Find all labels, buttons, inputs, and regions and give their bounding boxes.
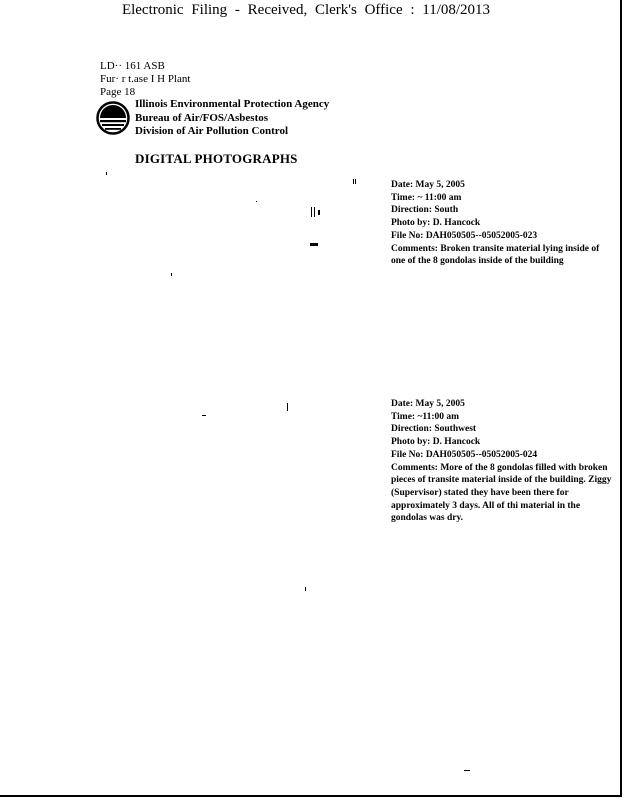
photo-info-2 — [391, 398, 613, 525]
scan-speck — [311, 207, 312, 217]
photo-author: Photo by: D. Hancock — [391, 218, 481, 229]
photo-date: Date: May 5, 2005 — [391, 399, 465, 409]
photo-info-1 — [391, 179, 613, 268]
photo-file-number: File No: DAH050505--05052005-024 — [391, 449, 538, 460]
scan-speck — [106, 172, 107, 175]
filing-stamp: Electronic Filing - Received, Clerk's Office : 11/08/2013 — [121, 2, 491, 18]
scan-speck — [314, 207, 315, 217]
agency-block — [135, 98, 329, 139]
scan-speck — [305, 587, 306, 591]
photo-author: Photo by: D. Hancock — [391, 437, 481, 448]
scan-speck — [318, 210, 320, 215]
scan-speck — [310, 243, 318, 246]
scan-speck — [202, 415, 206, 416]
scan-speck — [256, 201, 257, 202]
bureau-name: Bureau of Air/FOS/Asbestos — [135, 111, 269, 124]
facility-name: Fur· r t.ase I H Plant — [100, 73, 191, 85]
scan-border-right — [620, 0, 622, 797]
scan-speck — [287, 403, 288, 411]
scan-speck — [353, 179, 354, 184]
page-number: Page 18 — [100, 86, 136, 98]
photo-date: Date: May 5, 2005 — [391, 180, 465, 190]
scan-border-bottom — [0, 795, 622, 797]
division-name: Division of Air Pollution Control — [135, 125, 289, 137]
photo-time: Time: ~11:00 am — [391, 411, 460, 422]
photo-comments: Comments: More of the 8 gondolas filled with broken pieces of transite material inside of the building. Ziggy (Supervisor) stated they have been there for approximately 3 days. All of thi material in the gondolas was dry. — [391, 462, 612, 524]
iepa-logo-icon — [96, 101, 130, 135]
scan-speck — [171, 273, 172, 276]
photo-direction: Direction: Southwest — [391, 424, 477, 435]
document-id: LD·· 161 ASB — [100, 60, 165, 72]
photo-direction: Direction: South — [391, 205, 459, 216]
photo-time: Time: ~ 11:00 am — [391, 192, 462, 203]
page-title: DIGITAL PHOTOGRAPHS — [135, 151, 298, 166]
agency-name: Illinois Environmental Protection Agency — [135, 98, 330, 110]
photo-file-number: File No: DAH050505--05052005-023 — [391, 230, 538, 241]
photo-comments: Comments: Broken transite material lying inside of one of the 8 gondolas inside of the building — [391, 243, 600, 267]
scan-speck — [355, 179, 356, 184]
scan-speck — [464, 770, 470, 771]
